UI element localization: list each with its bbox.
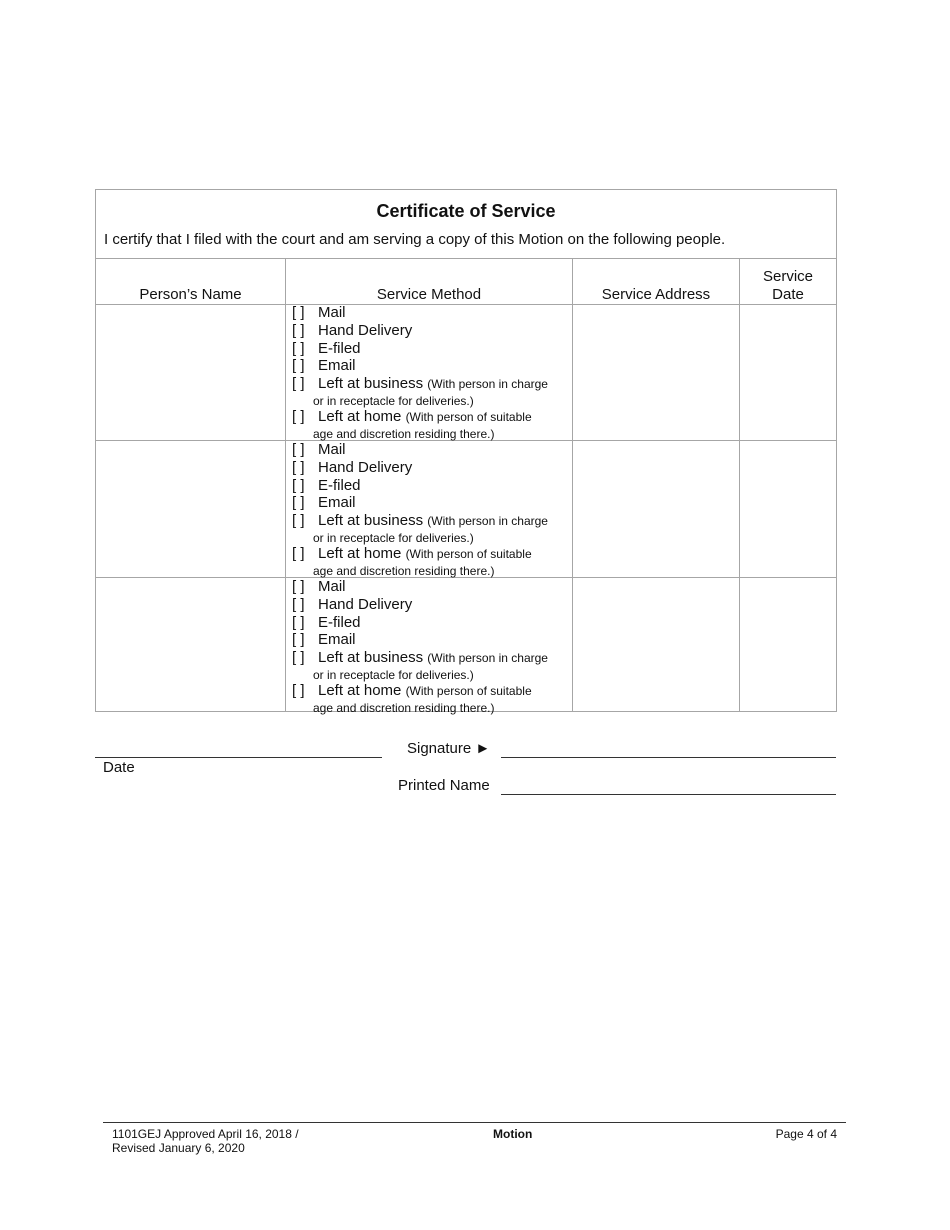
- signature-label: Signature ►: [407, 740, 491, 757]
- method-note: (With person in charge: [427, 377, 548, 392]
- checkbox[interactable]: [ ]: [292, 595, 305, 613]
- method-label: Hand Delivery: [318, 458, 413, 476]
- checkbox[interactable]: [ ]: [292, 321, 305, 339]
- method-label: Left at home: [318, 681, 402, 699]
- table-row: [96, 578, 836, 714]
- checkbox[interactable]: [ ]: [292, 494, 305, 512]
- checkbox[interactable]: [ ]: [292, 544, 305, 562]
- method-left-at-business-option[interactable]: [292, 375, 572, 394]
- method-note-continued: or in receptacle for deliveries.): [313, 393, 474, 408]
- header-service-method: Service Method: [376, 286, 482, 303]
- method-left-at-business-option[interactable]: [292, 649, 572, 668]
- method-note: (With person of suitable: [405, 546, 532, 561]
- method-email-option[interactable]: [292, 357, 572, 375]
- page-number: Page 4 of 4: [775, 1127, 837, 1141]
- method-hand-delivery-option[interactable]: [292, 459, 572, 477]
- service-method-options: [292, 578, 572, 715]
- checkbox[interactable]: [ ]: [292, 613, 305, 631]
- method-note-continued: or in receptacle for deliveries.): [313, 667, 474, 682]
- checkbox[interactable]: [ ]: [292, 441, 305, 458]
- printed-name-label: Printed Name: [398, 777, 490, 794]
- method-note-continued: age and discretion residing there.): [313, 563, 495, 578]
- column-header-row: [96, 259, 836, 305]
- method-hand-delivery-option[interactable]: [292, 596, 572, 614]
- checkbox[interactable]: [ ]: [292, 649, 305, 667]
- certificate-statement: I certify that I filed with the court and am serving a copy of this Motion on the following people.: [104, 231, 726, 248]
- header-persons-name: Person’s Name: [139, 286, 242, 303]
- method-note-continued: age and discretion residing there.): [313, 426, 495, 441]
- method-label: Email: [318, 631, 356, 649]
- method-label: E-filed: [318, 476, 361, 494]
- checkbox[interactable]: [ ]: [292, 304, 305, 321]
- method-left-at-home-option[interactable]: [292, 408, 572, 427]
- footer-divider: [103, 1122, 846, 1123]
- method-note-continued: age and discretion residing there.): [313, 700, 495, 715]
- method-label: E-filed: [318, 613, 361, 631]
- method-email-option[interactable]: [292, 494, 572, 512]
- header-service-date-line2: Date: [772, 286, 804, 303]
- date-signature-line[interactable]: [95, 757, 382, 758]
- table-row: [96, 304, 836, 441]
- method-mail-option[interactable]: [292, 304, 572, 322]
- method-label: E-filed: [318, 339, 361, 357]
- signature-line[interactable]: [501, 757, 836, 758]
- checkbox[interactable]: [ ]: [292, 339, 305, 357]
- certificate-title: Certificate of Service: [376, 201, 556, 221]
- method-efiled-option[interactable]: [292, 340, 572, 358]
- method-label: Left at business: [318, 649, 424, 667]
- method-left-at-business-option[interactable]: [292, 512, 572, 531]
- checkbox[interactable]: [ ]: [292, 357, 305, 375]
- form-id-line1: 1101GEJ Approved April 16, 2018 /: [112, 1127, 299, 1141]
- method-left-at-home-option[interactable]: [292, 545, 572, 564]
- method-label: Left at home: [318, 544, 402, 562]
- printed-name-line[interactable]: [501, 794, 836, 795]
- method-efiled-option[interactable]: [292, 614, 572, 632]
- checkbox[interactable]: [ ]: [292, 476, 305, 494]
- certificate-header: [96, 190, 836, 259]
- method-label: Left at home: [318, 407, 402, 425]
- header-service-date: [740, 268, 836, 304]
- method-note: (With person in charge: [427, 651, 548, 666]
- method-label: Email: [318, 494, 356, 512]
- service-method-options: [292, 304, 572, 441]
- method-label: Mail: [318, 304, 346, 321]
- method-label: Hand Delivery: [318, 321, 413, 339]
- method-mail-option[interactable]: [292, 441, 572, 459]
- form-id-line2: Revised January 6, 2020: [112, 1141, 245, 1155]
- footer-doc-title: Motion: [493, 1127, 533, 1141]
- checkbox[interactable]: [ ]: [292, 375, 305, 393]
- method-label: Left at business: [318, 512, 424, 530]
- checkbox[interactable]: [ ]: [292, 578, 305, 595]
- checkbox[interactable]: [ ]: [292, 681, 305, 699]
- checkbox[interactable]: [ ]: [292, 407, 305, 425]
- method-label: Email: [318, 357, 356, 375]
- method-label: Hand Delivery: [318, 595, 413, 613]
- method-note: (With person of suitable: [405, 683, 532, 698]
- method-mail-option[interactable]: [292, 578, 572, 596]
- method-note: (With person of suitable: [405, 409, 532, 424]
- header-service-address: Service Address: [601, 286, 711, 303]
- form-id: [112, 1127, 299, 1155]
- method-note: (With person in charge: [427, 514, 548, 529]
- method-label: Mail: [318, 578, 346, 595]
- method-label: Mail: [318, 441, 346, 458]
- method-label: Left at business: [318, 375, 424, 393]
- service-method-options: [292, 441, 572, 578]
- method-email-option[interactable]: [292, 631, 572, 649]
- method-note-continued: or in receptacle for deliveries.): [313, 530, 474, 545]
- checkbox[interactable]: [ ]: [292, 512, 305, 530]
- checkbox[interactable]: [ ]: [292, 631, 305, 649]
- certificate-of-service-table: [95, 189, 837, 715]
- method-efiled-option[interactable]: [292, 477, 572, 495]
- method-left-at-home-option[interactable]: [292, 682, 572, 701]
- header-service-date-line1: Service: [762, 268, 814, 285]
- method-hand-delivery-option[interactable]: [292, 322, 572, 340]
- date-label: Date: [103, 759, 135, 776]
- checkbox[interactable]: [ ]: [292, 458, 305, 476]
- table-row: [96, 441, 836, 578]
